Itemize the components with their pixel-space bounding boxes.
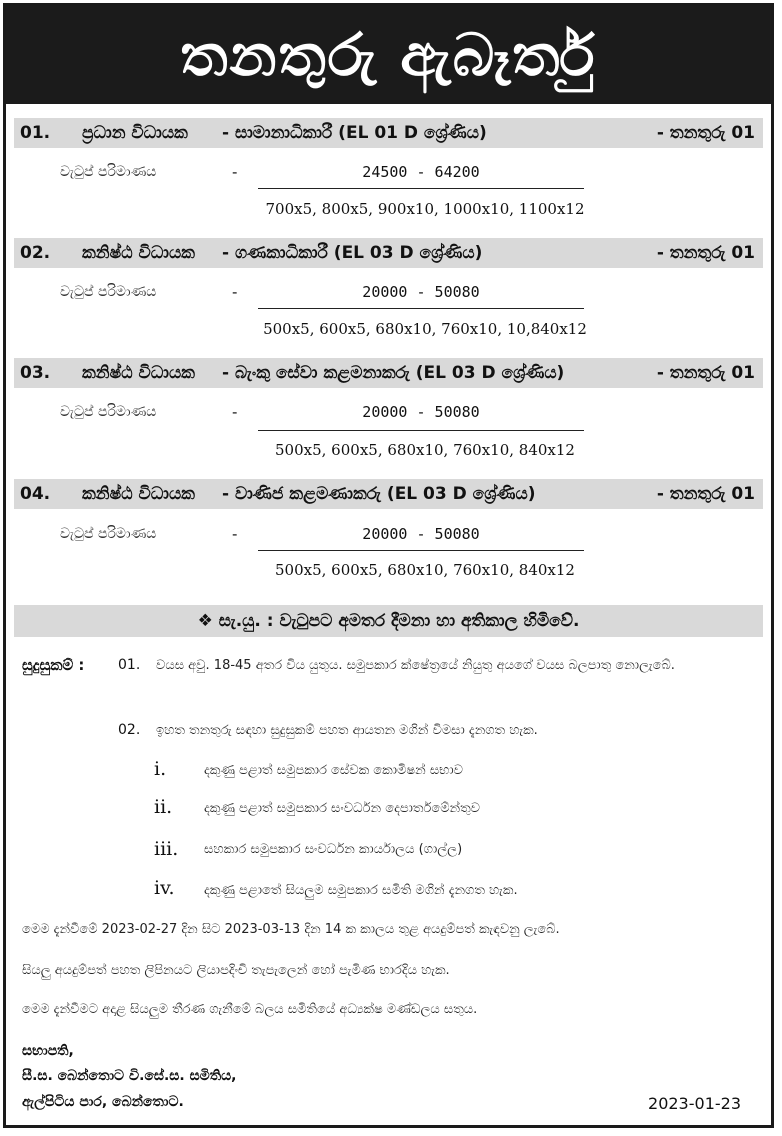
salary-range: 20000 - 50080 <box>362 283 480 301</box>
sub-item-text: දකුණු පළාතේ සියලුම සමුපකාර සමිති මගින් දැනගත හැක. <box>204 883 518 898</box>
sub-item-text: දකුණු පළාත් සමුපකාර සංවර්ධන දෙපාර්තමේන්තුව <box>204 801 480 816</box>
submission-instructions-text: සියලු අයදුම්පත් පහත ලිපිනයට ලියාපදිංචි තැපැලෙන් හෝ පැමිණ භාරදිය හැක. <box>22 963 450 978</box>
salary-label: වැටුප් පරිමාණය <box>60 164 157 180</box>
salary-range: 20000 - 50080 <box>362 403 480 421</box>
qualifications-title: සුදුසුකම් : <box>22 656 85 674</box>
salary-divider <box>258 550 584 551</box>
qualification-number: 02. <box>118 722 141 738</box>
sub-item-numeral: iii. <box>154 838 179 860</box>
signature-title: සභාපති, <box>22 1043 74 1059</box>
allowance-note-text: ❖ සැ.යු. : වැටුපට අමතර දීමනා හා අතිකාල හිමිවේ. <box>197 611 580 631</box>
position-role: කනිෂ්ඨ විධායක <box>82 363 195 383</box>
salary-increments: 500x5, 600x5, 680x10, 760x10, 840x12 <box>275 561 575 579</box>
signature-address: ඇල්පිටිය පාර, බෙන්තොට. <box>22 1094 184 1110</box>
advertisement-frame <box>3 3 774 1128</box>
page-title: තනතුරු ඇබෑර්තු <box>180 20 597 89</box>
salary-label: වැටුප් පරිමාණය <box>60 404 157 420</box>
position-number: 04. <box>20 484 51 504</box>
salary-dash: - <box>232 163 238 181</box>
position-post: - වාණිජ කළමණාකරු (EL 03 D ශ්‍රේණිය) <box>222 484 536 504</box>
position-vacancies: - තනතුරු 01 <box>656 123 755 143</box>
position-vacancies: - තනතුරු 01 <box>656 363 755 383</box>
salary-divider <box>258 308 584 309</box>
salary-increments: 500x5, 600x5, 680x10, 760x10, 840x12 <box>275 441 575 459</box>
qualification-number: 01. <box>118 657 141 673</box>
position-role: කනිෂ්ඨ විධායක <box>82 484 195 504</box>
salary-divider <box>258 188 584 189</box>
application-period-text: මෙම දැන්වීමේ 2023-02-27 දින සිට 2023-03-13 දින 14 ක කාලය තුළ අයදුම්පත් කැඳවනු ලැබේ. <box>22 922 560 937</box>
qualification-text: ඉහත තනතුරු සඳහා සුදුසුකම් පහත ආයතන මගින් විමසා දැනගත හැක. <box>156 723 538 738</box>
salary-divider <box>258 430 584 431</box>
position-vacancies: - තනතුරු 01 <box>656 243 755 263</box>
position-role: කනිෂ්ඨ විධායක <box>82 243 195 263</box>
publication-date: 2023-01-23 <box>648 1094 741 1113</box>
salary-dash: - <box>232 403 238 421</box>
qualification-text: වයස අවු. 18-45 අතර විය යුතුය. සමුපකාර ක්ෂේත්‍රයේ නියුතු අයගේ වයස බලපාතු නොලැබේ. <box>156 658 675 673</box>
salary-range: 24500 - 64200 <box>362 163 480 181</box>
position-row-2 <box>14 238 763 268</box>
salary-dash: - <box>232 525 238 543</box>
sub-item-text: සහකාර සමුපකාර සංවර්ධන කාර්යාලය (ගාල්ල) <box>204 842 463 857</box>
salary-increments: 500x5, 600x5, 680x10, 760x10, 10,840x12 <box>263 320 587 338</box>
salary-range: 20000 - 50080 <box>362 525 480 543</box>
sub-item-numeral: i. <box>154 758 167 780</box>
header-banner <box>6 6 771 104</box>
position-number: 03. <box>20 363 51 383</box>
sub-item-numeral: ii. <box>154 796 173 818</box>
position-post: - සාමානාධිකාරී (EL 01 D ශ්‍රේණිය) <box>222 123 487 143</box>
position-row-3 <box>14 358 763 388</box>
salary-label: වැටුප් පරිමාණය <box>60 284 157 300</box>
salary-dash: - <box>232 283 238 301</box>
position-post: - බැංකු සේවා කළමනාකරු (EL 03 D ශ්‍රේණිය) <box>222 363 565 383</box>
position-number: 02. <box>20 243 51 263</box>
signature-organization: සී.ස. බෙන්තොට වි.සේ.ස. සමිතිය, <box>22 1068 237 1084</box>
allowance-note <box>14 605 763 637</box>
position-row-4 <box>14 479 763 509</box>
position-number: 01. <box>20 123 51 143</box>
sub-item-numeral: iv. <box>154 877 175 899</box>
board-decision-text: මෙම දැන්වීමට අදාළ සියලුම තීරණ ගැනීමේ බලය සමිතියේ අධ්‍යක්ෂ මණ්ඩලය සතුය. <box>22 1002 478 1017</box>
position-post: - ගණකාධිකාරී (EL 03 D ශ්‍රේණිය) <box>222 243 483 263</box>
sub-item-text: දකුණු පළාත් සමුපකාර සේවක කොමිෂන් සභාව <box>204 763 464 778</box>
position-role: ප්‍රධාන විධායක <box>82 123 188 143</box>
salary-increments: 700x5, 800x5, 900x10, 1000x10, 1100x12 <box>265 200 585 218</box>
position-row-1 <box>14 118 763 148</box>
salary-label: වැටුප් පරිමාණය <box>60 526 157 542</box>
position-vacancies: - තනතුරු 01 <box>656 484 755 504</box>
